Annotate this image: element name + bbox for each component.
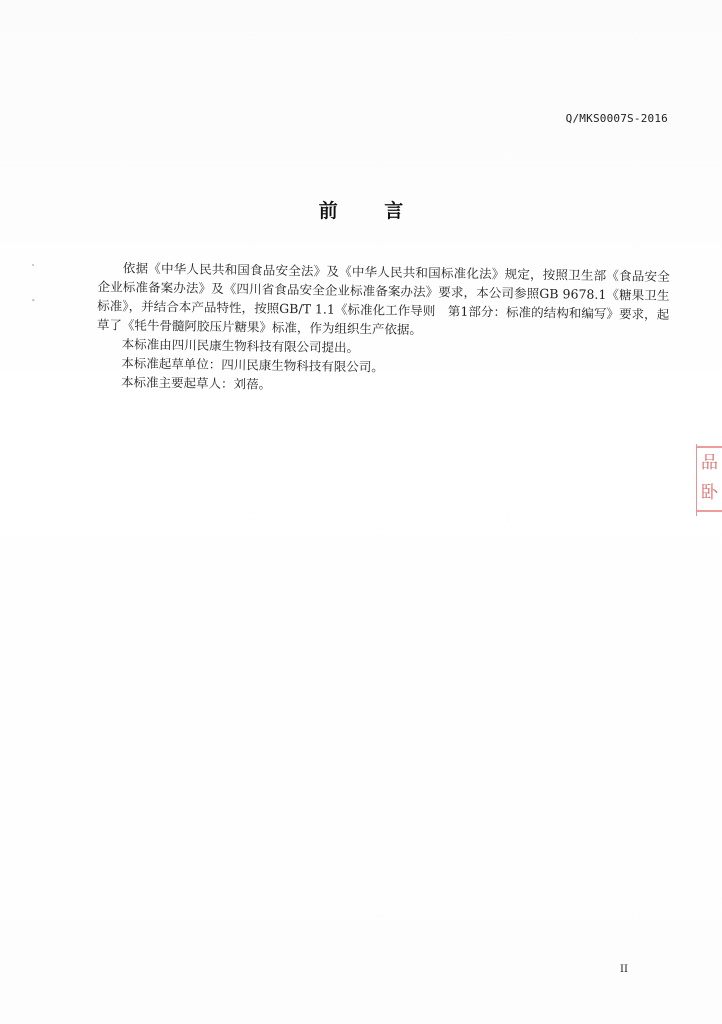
- stamp-char: 品: [701, 453, 718, 473]
- paragraph: 本标准主要起草人：刘蓓。: [120, 374, 272, 392]
- paragraph: 本标准由四川民康生物科技有限公司提出。: [121, 336, 360, 356]
- red-seal-stamp: [696, 444, 722, 516]
- margin-mark: ₛ: [32, 260, 35, 268]
- document-code: Q/MKS0007S-2016: [565, 112, 668, 125]
- margin-mark: ₐ: [32, 295, 35, 303]
- paragraph: 依据《中华人民共和国食品安全法》及《中华人民共和国标准化法》规定，按照卫生部《食品安全企业标准备案办法》及《四川省食品安全企业标准备案办法》要求，本公司参照GB 9678.1《糖果卫生标准》，并结合本产品特性，按照GB/T 1.1《标准化工作导则 第1部分：标准的结构和编写》要求，起草了《牦牛骨髓阿胶压片糖果》标准，作为组织生产依据。: [96, 260, 670, 338]
- stamp-char: 卧: [701, 483, 718, 503]
- paragraph: 本标准起草单位：四川民康生物科技有限公司。: [121, 355, 384, 375]
- page-title: 前 言: [318, 200, 424, 222]
- preface-body: [96, 258, 670, 400]
- page-number: II: [620, 964, 628, 975]
